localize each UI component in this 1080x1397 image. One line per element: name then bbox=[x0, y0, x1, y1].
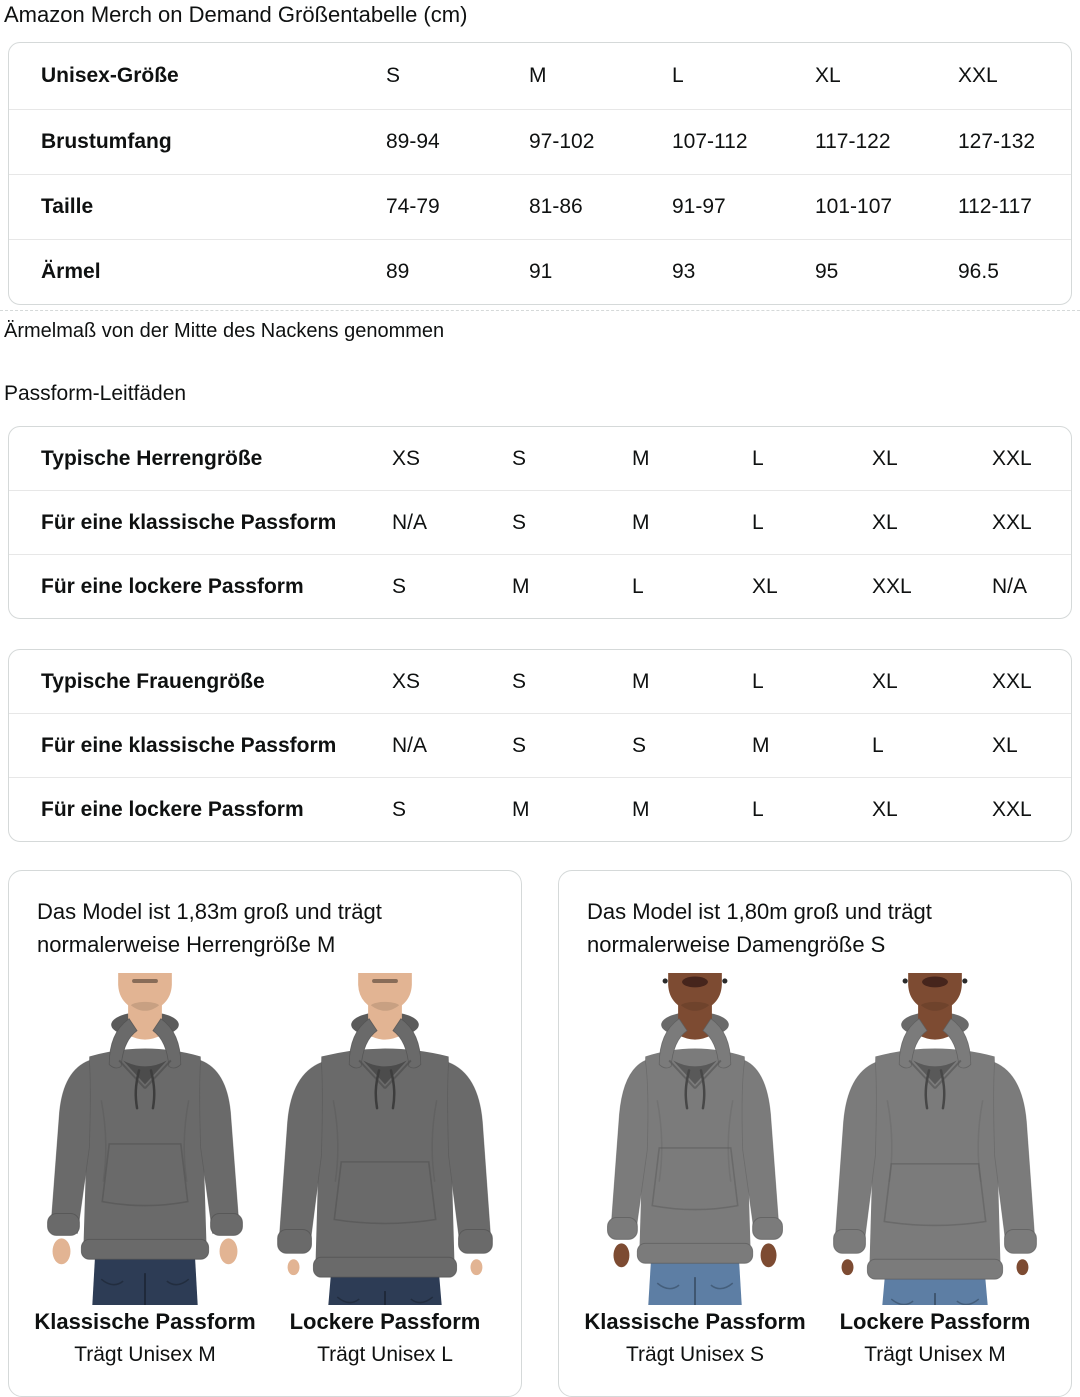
size-caption: Trägt Unisex L bbox=[317, 1343, 453, 1366]
model-photo-figure-classic bbox=[580, 973, 810, 1367]
table-row bbox=[9, 490, 1071, 554]
table-cell: XXL bbox=[872, 574, 912, 598]
fit-table-women bbox=[8, 649, 1072, 842]
row-label: Taille bbox=[41, 195, 94, 218]
table-cell: 81-86 bbox=[529, 195, 583, 218]
table-cell: S bbox=[512, 733, 527, 757]
hoodie-model-illustration bbox=[270, 973, 500, 1305]
fit-tables-section bbox=[0, 426, 1080, 842]
model-photos-row bbox=[27, 973, 503, 1367]
fit-column-header: XL bbox=[872, 446, 898, 470]
fit-column-header: M bbox=[632, 669, 650, 693]
row-label: Für eine klassische Passform bbox=[41, 733, 337, 757]
table-cell: S bbox=[392, 797, 407, 821]
model-description: Das Model ist 1,80m groß und trägt normalerweise Damengröße S bbox=[587, 899, 932, 957]
fit-caption: Lockere Passform bbox=[289, 1309, 481, 1334]
table-cell: S bbox=[392, 574, 407, 598]
fit-table-header-label: Typische Frauengröße bbox=[41, 669, 265, 693]
fit-table-header-label: Typische Herrengröße bbox=[41, 446, 263, 470]
model-description: Das Model ist 1,83m groß und trägt normalerweise Herrengröße M bbox=[37, 899, 382, 957]
table-cell: L bbox=[632, 574, 644, 598]
table-row bbox=[9, 777, 1071, 841]
table-row bbox=[9, 174, 1071, 239]
row-label: Für eine klassische Passform bbox=[41, 510, 337, 534]
table-cell: M bbox=[632, 510, 650, 534]
table-cell: L bbox=[752, 797, 764, 821]
fit-column-header: XL bbox=[872, 669, 898, 693]
hoodie-model-illustration bbox=[820, 973, 1050, 1305]
table-cell: N/A bbox=[392, 733, 428, 757]
fit-caption: Klassische Passform bbox=[584, 1309, 806, 1334]
table-cell: L bbox=[872, 733, 884, 757]
size-table bbox=[8, 42, 1072, 305]
fit-table-men bbox=[8, 426, 1072, 619]
table-cell: 93 bbox=[672, 260, 696, 283]
model-photo-figure-classic bbox=[30, 973, 260, 1367]
table-cell: 97-102 bbox=[529, 130, 595, 153]
size-column-header: XXL bbox=[958, 64, 998, 87]
table-cell: M bbox=[752, 733, 770, 757]
model-cards-section bbox=[8, 870, 1072, 1397]
table-cell: M bbox=[512, 574, 530, 598]
fit-column-header: L bbox=[752, 446, 764, 470]
size-caption: Trägt Unisex S bbox=[625, 1343, 765, 1366]
row-label: Ärmel bbox=[41, 260, 101, 283]
table-cell: L bbox=[752, 510, 764, 534]
table-row bbox=[9, 554, 1071, 618]
fit-column-header: S bbox=[512, 446, 527, 470]
table-cell: M bbox=[632, 797, 650, 821]
fit-column-header: XXL bbox=[992, 446, 1032, 470]
size-column-header: S bbox=[386, 64, 401, 87]
size-caption: Trägt Unisex M bbox=[74, 1343, 216, 1366]
model-photo-loose bbox=[820, 973, 1050, 1305]
fit-caption: Klassische Passform bbox=[34, 1309, 256, 1334]
model-photos-row bbox=[577, 973, 1053, 1367]
hoodie-model-illustration bbox=[30, 973, 260, 1305]
table-cell: XL bbox=[872, 797, 898, 821]
table-cell: 101-107 bbox=[815, 195, 893, 218]
size-column-header: XL bbox=[815, 64, 841, 87]
size-column-header: L bbox=[672, 64, 684, 87]
table-cell: 91 bbox=[529, 260, 553, 283]
table-cell: N/A bbox=[992, 574, 1028, 598]
size-caption: Trägt Unisex M bbox=[864, 1343, 1006, 1366]
size-column-header: M bbox=[529, 64, 547, 87]
table-cell: XL bbox=[992, 733, 1018, 757]
table-cell: 107-112 bbox=[672, 130, 748, 153]
fit-column-header: XS bbox=[392, 446, 421, 470]
model-photo-loose bbox=[270, 973, 500, 1305]
fit-column-header: S bbox=[512, 669, 527, 693]
hoodie-model-illustration bbox=[580, 973, 810, 1305]
table-cell: S bbox=[512, 510, 527, 534]
table-cell: 89 bbox=[386, 260, 410, 283]
model-card-women bbox=[558, 870, 1072, 1397]
table-cell: 74-79 bbox=[386, 195, 440, 218]
table-row bbox=[9, 239, 1071, 304]
fit-table-header-row bbox=[9, 650, 1071, 713]
table-cell: M bbox=[512, 797, 530, 821]
fit-column-header: XXL bbox=[992, 669, 1032, 693]
model-photo-figure-loose bbox=[820, 973, 1050, 1367]
table-cell: 117-122 bbox=[815, 130, 891, 153]
table-cell: 95 bbox=[815, 260, 839, 283]
fit-column-header: XS bbox=[392, 669, 421, 693]
table-cell: 127-132 bbox=[958, 130, 1036, 153]
table-cell: 112-117 bbox=[958, 195, 1032, 218]
table-cell: 91-97 bbox=[672, 195, 726, 218]
fit-guides-heading: Passform-Leitfäden bbox=[4, 382, 187, 405]
fit-caption: Lockere Passform bbox=[839, 1309, 1031, 1334]
fit-column-header: L bbox=[752, 669, 764, 693]
row-label: Brustumfang bbox=[41, 130, 172, 153]
table-cell: XL bbox=[752, 574, 778, 598]
table-cell: XL bbox=[872, 510, 898, 534]
fit-table-header-row bbox=[9, 427, 1071, 490]
table-cell: 96.5 bbox=[958, 260, 999, 283]
table-row bbox=[9, 713, 1071, 777]
row-label: Für eine lockere Passform bbox=[41, 574, 304, 598]
model-photo-classic bbox=[580, 973, 810, 1305]
size-table-header-label: Unisex-Größe bbox=[41, 64, 179, 87]
model-card-men bbox=[8, 870, 522, 1397]
page-title: Amazon Merch on Demand Größentabelle (cm) bbox=[4, 2, 468, 27]
table-cell: XXL bbox=[992, 510, 1032, 534]
table-row bbox=[9, 109, 1071, 174]
table-cell: XXL bbox=[992, 797, 1032, 821]
fit-column-header: M bbox=[632, 446, 650, 470]
model-photo-figure-loose bbox=[270, 973, 500, 1367]
size-table-header-row bbox=[9, 43, 1071, 109]
dashed-divider bbox=[0, 310, 1080, 311]
model-photo-classic bbox=[30, 973, 260, 1305]
table-cell: N/A bbox=[392, 510, 428, 534]
sleeve-measure-note: Ärmelmaß von der Mitte des Nackens genommen bbox=[4, 320, 445, 342]
table-cell: 89-94 bbox=[386, 130, 440, 153]
row-label: Für eine lockere Passform bbox=[41, 797, 304, 821]
table-cell: S bbox=[632, 733, 647, 757]
